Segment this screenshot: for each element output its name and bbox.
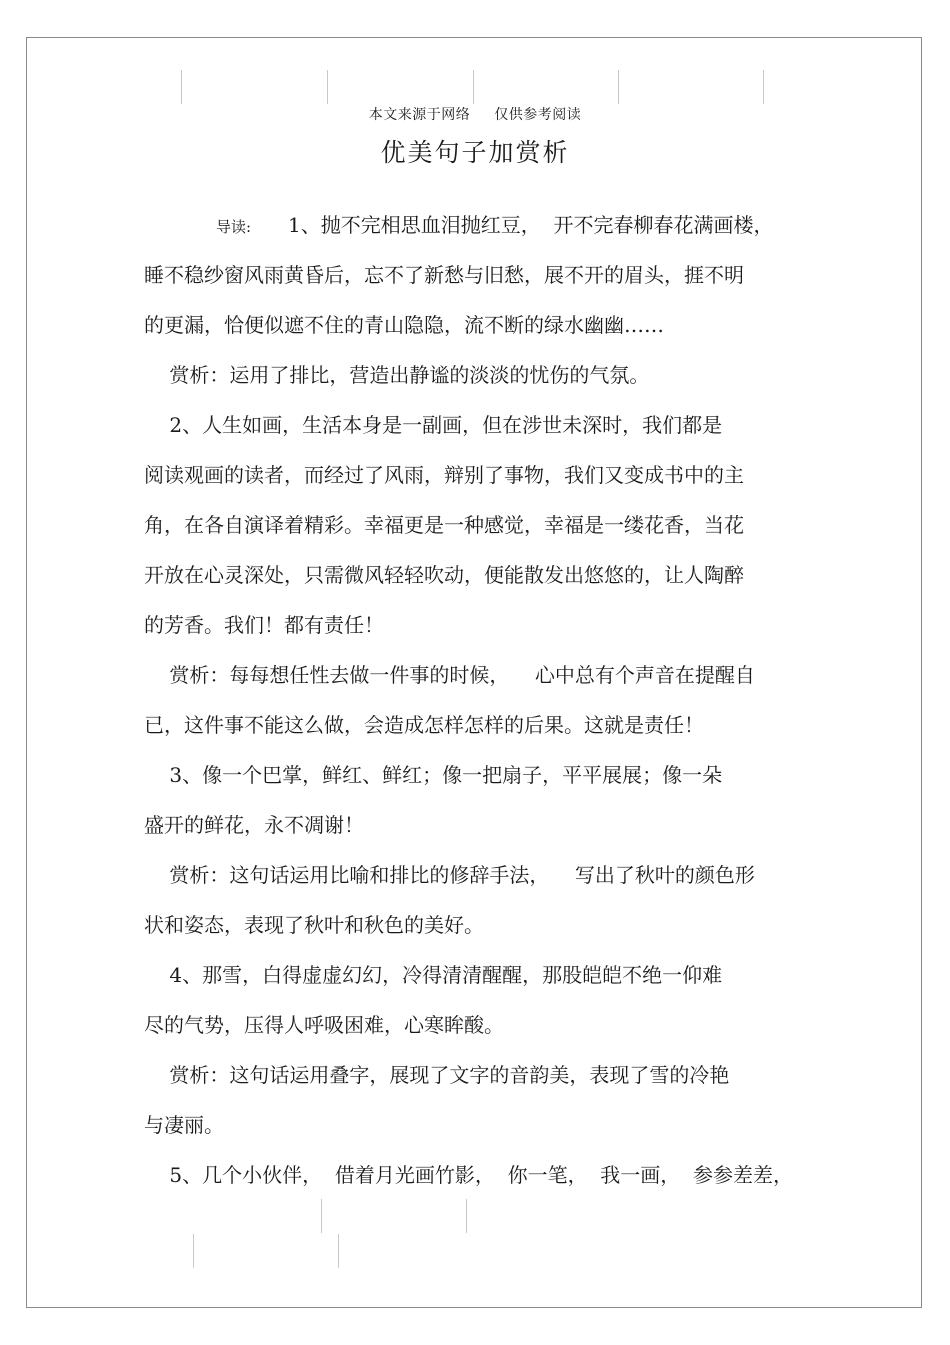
scan-mark xyxy=(466,1199,467,1233)
scan-mark xyxy=(327,70,328,104)
intro-text: 1、抛不完相思血泪抛红豆， 开不完春柳春花满画楼， xyxy=(288,213,774,237)
text-line: 状和姿态，表现了秋叶和秋色的美好。 xyxy=(144,913,484,937)
text-line: 开放在心灵深处，只需微风轻轻吹动，便能散发出悠悠的，让人陶醉 xyxy=(144,563,744,587)
scan-mark xyxy=(193,1234,194,1268)
text-line: 睡不稳纱窗风雨黄昏后，忘不了新愁与旧愁，展不开的眉头，捱不明 xyxy=(144,263,744,287)
page-title: 优美句子加赏析 xyxy=(380,138,570,167)
scan-mark xyxy=(321,1199,322,1233)
article-body xyxy=(144,200,804,1200)
scan-mark xyxy=(181,70,182,104)
text-line: 赏析：每每想任性去做一件事的时候， 心中总有个声音在提醒自 xyxy=(144,663,755,687)
reference-text: 仅供参考阅读 xyxy=(494,107,582,123)
text-line: 3、像一个巴掌，鲜红、鲜红；像一把扇子，平平展展；像一朵 xyxy=(144,763,723,787)
text-line: 的芳香。我们！都有责任！ xyxy=(144,613,384,637)
text-line: 赏析：这句话运用比喻和排比的修辞手法， 写出了秋叶的颜色形 xyxy=(144,863,755,887)
text-line: 4、那雪，白得虚虚幻幻，冷得清清醒醒，那股皑皑不绝一仰难 xyxy=(144,963,723,987)
text-line: 角，在各自演译着精彩。幸福更是一种感觉，幸福是一缕花香，当花 xyxy=(144,513,744,537)
intro-label: 导读: xyxy=(216,218,252,236)
scan-mark xyxy=(763,70,764,104)
scan-mark xyxy=(338,1234,339,1268)
text-line: 尽的气势，压得人呼吸困难，心寒眸酸。 xyxy=(144,1013,504,1037)
scan-mark xyxy=(473,70,474,104)
text-line: 盛开的鲜花，永不凋谢！ xyxy=(144,813,364,837)
text-line: 赏析：这句话运用叠字，展现了文字的音韵美，表现了雪的冷艳 xyxy=(144,1063,730,1087)
text-line xyxy=(144,200,804,250)
text-line: 的更漏，恰便似遮不住的青山隐隐，流不断的绿水幽幽…… xyxy=(144,313,664,337)
text-line: 阅读观画的读者，而经过了风雨，辩别了事物，我们又变成书中的主 xyxy=(144,463,744,487)
text-line: 赏析：运用了排比，营造出静谧的淡淡的忧伤的气氛。 xyxy=(144,363,650,387)
text-line: 5、几个小伙伴， 借着月光画竹影， 你一笔， 我一画， 参参差差， xyxy=(144,1163,794,1187)
scan-mark xyxy=(618,70,619,104)
text-line: 与凄丽。 xyxy=(144,1113,224,1137)
source-note xyxy=(0,104,950,124)
source-text: 本文来源于网络 xyxy=(368,107,471,123)
text-line: 已，这件事不能这么做，会造成怎样怎样的后果。这就是责任！ xyxy=(144,713,704,737)
text-line: 2、人生如画，生活本身是一副画，但在涉世未深时，我们都是 xyxy=(144,413,723,437)
